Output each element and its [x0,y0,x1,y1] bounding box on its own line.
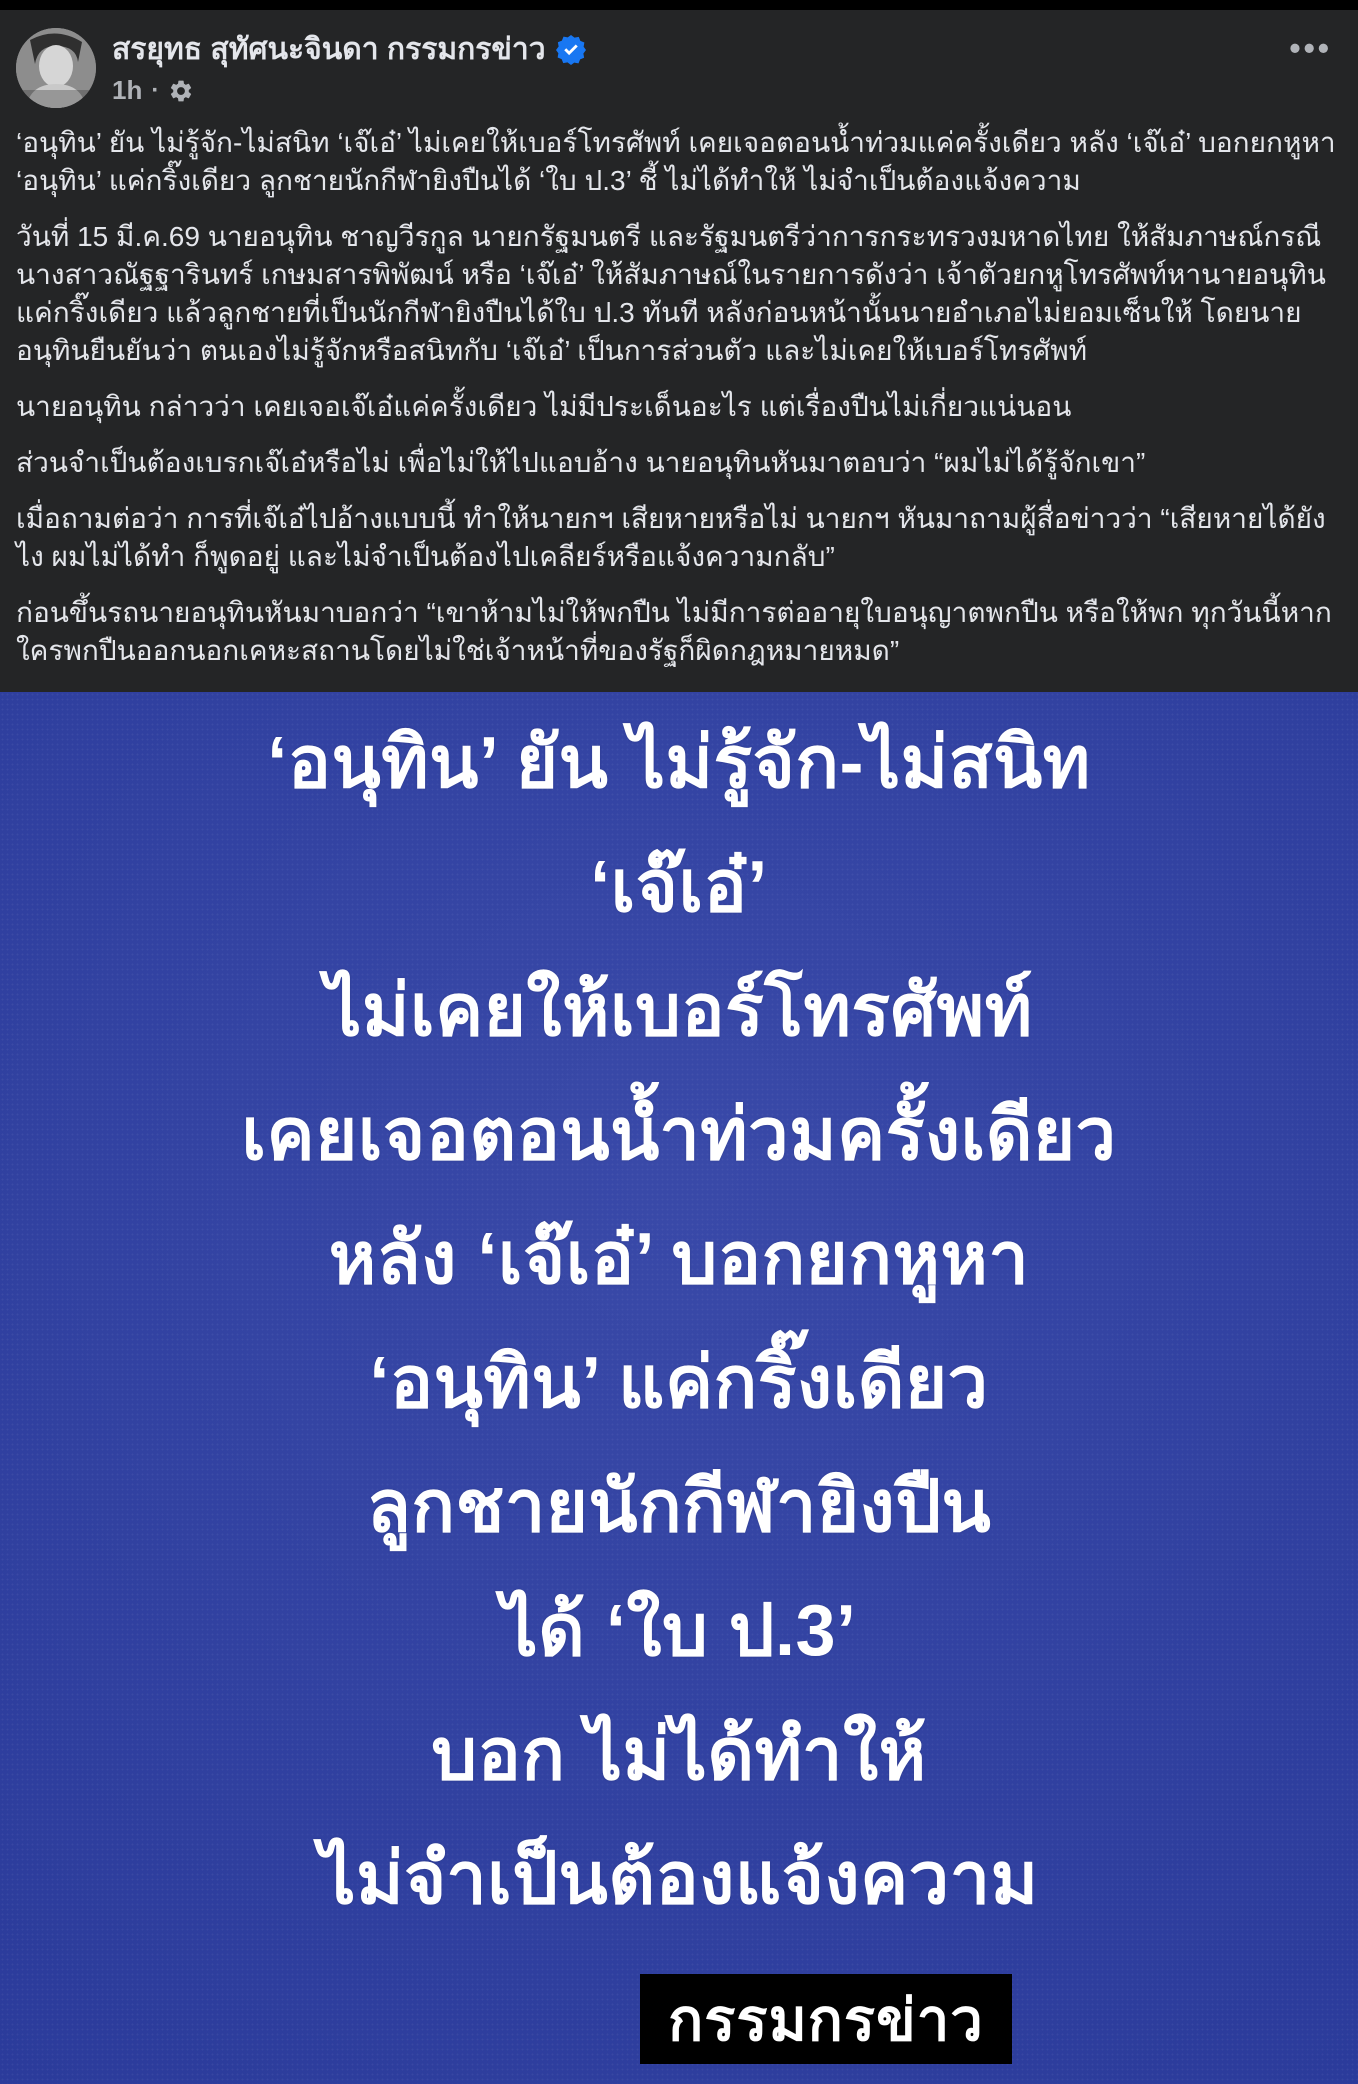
image-headline-line: ‘อนุทิน’ แค่กริ๊งเดียว [369,1343,989,1423]
post-paragraph: ก่อนขึ้นรถนายอนุทินหันมาบอกว่า “เขาห้ามไม่ให้พกปืน ไม่มีการต่ออายุใบอนุญาตพกปืน หรือให้พก ทุกวันนี้หากใครพกปืนออกนอกเคหะสถานโดยไม่ใช่เจ้าหน้าที่ของรัฐก็ผิดกฎหมายหมด” [16,597,1332,666]
image-headline-line: ลูกชายนักกีฬายิงปืน [366,1467,992,1547]
post-meta [112,75,586,106]
facebook-post [0,10,1358,2084]
image-headline-line: ไม่เคยให้เบอร์โทรศัพท์ [325,971,1033,1051]
author-row [112,32,586,68]
post-paragraph: ส่วนจำเป็นต้องเบรกเจ๊เอ๋หรือไม่ เพื่อไม่ให้ไปแอบอ้าง นายอนุทินหันมาตอบว่า “ผมไม่ได้รู้จักเขา” [16,447,1146,478]
more-options-icon[interactable]: ••• [1289,30,1332,66]
image-headline-line: หลัง ‘เจ๊เอ๋’ บอกยกหูหา [328,1219,1030,1299]
post-image[interactable] [0,692,1358,2084]
post-paragraph: วันที่ 15 มี.ค.69 นายอนุทิน ชาญวีรกูล นายกรัฐมนตรี และรัฐมนตรีว่าการกระทรวงมหาดไทย ให้สัมภาษณ์กรณี นางสาวณัฐฐารินทร์ เกษมสารพิพัฒน์ หรือ ‘เจ๊เอ๋’ ให้สัมภาษณ์ในรายการดังว่า เจ้าตัวยกหูโทรศัพท์หานายอนุทินแค่กริ๊งเดียว แล้วลูกชายที่เป็นนักกีฬายิงปืนได้ใบ ป.3 ทันที หลังก่อนหน้านั้นนายอำเภอไม่ยอมเซ็นให้ โดยนายอนุทินยืนยันว่า ตนเองไม่รู้จักหรือสนิทกับ ‘เจ๊เอ๋’ เป็นการส่วนตัว และไม่เคยให้เบอร์โทรศัพท์ [16,221,1326,366]
author-name[interactable]: สรยุทธ สุทัศนะจินดา กรรมกรข่าว [112,33,546,66]
header-text [112,28,586,106]
post-header [0,10,1358,108]
image-headline-line: ‘เจ๊เอ๋’ [590,847,768,927]
image-headline-line: บอก ไม่ได้ทำให้ [431,1715,927,1795]
post-paragraph: นายอนุทิน กล่าวว่า เคยเจอเจ๊เอ๋แค่ครั้งเดียว ไม่มีประเด็นอะไร แต่เรื่องปืนไม่เกี่ยวแน่นอน [16,391,1072,422]
privacy-gear-icon [168,78,194,104]
meta-separator: · [151,76,160,104]
image-headline-block [0,718,1358,1924]
window-top-edge [0,0,1358,10]
verified-badge-icon [556,35,586,65]
post-text [0,108,1358,692]
timestamp[interactable]: 1h [112,75,143,105]
avatar-photo-placeholder [16,28,96,108]
image-headline-line: ไม่จำเป็นต้องแจ้งความ [319,1839,1039,1919]
page-watermark: กรรมกรข่าว [640,1974,1012,2064]
post-paragraph: เมื่อถามต่อว่า การที่เจ๊เอ๋ไปอ้างแบบนี้ ทำให้นายกฯ เสียหายหรือไม่ นายกฯ หันมาถามผู้สื่อข่าวว่า “เสียหายได้ยังไง ผมไม่ได้ทำ ก็พูดอยู่ และไม่จำเป็นต้องไปเคลียร์หรือแจ้งความกลับ” [16,503,1326,572]
image-headline-line: ‘อนุทิน’ ยัน ไม่รู้จัก-ไม่สนิท [267,723,1091,803]
avatar[interactable] [16,28,96,108]
image-headline-line: ได้ ‘ใบ ป.3’ [501,1591,857,1671]
post-paragraph: ‘อนุทิน’ ยัน ไม่รู้จัก-ไม่สนิท ‘เจ๊เอ๋’ ไม่เคยให้เบอร์โทรศัพท์ เคยเจอตอนน้ำท่วมแค่ครั้งเดียว หลัง ‘เจ๊เอ๋’ บอกยกหูหา ‘อนุทิน’ แค่กริ๊งเดียว ลูกชายนักกีฬายิงปืนได้ ‘ใบ ป.3’ ชี้ ไม่ได้ทำให้ ไม่จำเป็นต้องแจ้งความ [16,127,1336,196]
image-headline-line: เคยเจอตอนน้ำท่วมครั้งเดียว [241,1095,1117,1175]
